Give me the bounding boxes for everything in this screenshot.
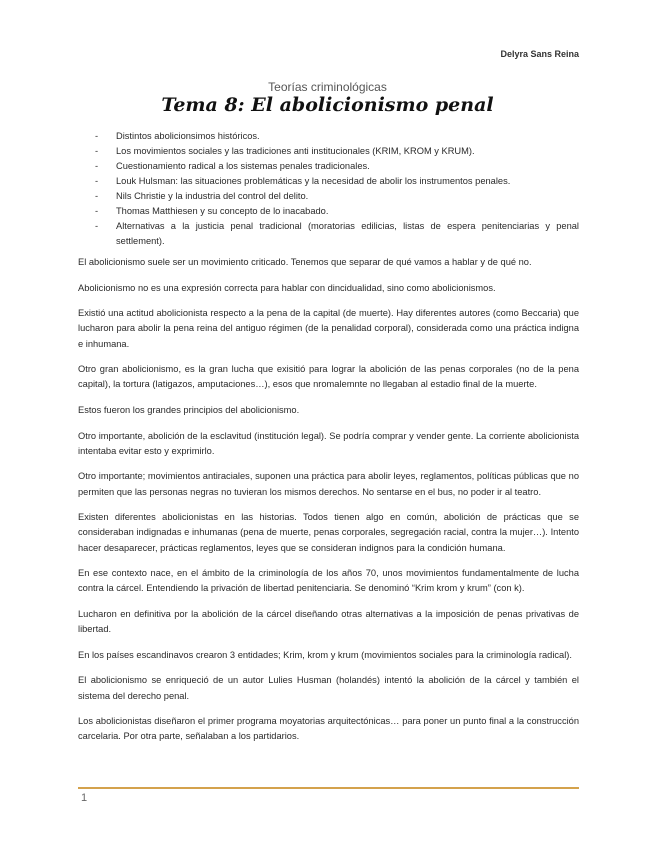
body-paragraph: Lucharon en definitiva por la abolición de la cárcel diseñando otras alternativas a la imposición de penas privativas de libertad. [78,608,579,635]
dash-bullet: - [95,176,99,186]
body-paragraph: El abolicionismo se enriqueció de un autor Lulies Husman (holandés) intentó la abolición de la cárcel y también el sistema del derecho penal. [78,675,579,701]
body-paragraph: El abolicionismo suele ser un movimiento criticado. Tenemos que separar de qué vamos a hablar y de qué no. [78,257,532,267]
course-subtitle: Teorías criminológicas [268,80,387,94]
outline-item: - Distintos abolicionsimos históricos. [95,129,579,144]
body-paragraph: Existen diferentes abolicionistas en las historias. Todos tienen algo en común, abolición de prácticas que se consideraban indignadas e inhumanas (pena de muerte, penas corporales, segregación racial, contra la mujer…). Intento hacer desaparecer, prácticas reglamentos, leyes que se consideran indignos para la condición humana. [78,512,579,553]
body-paragraph: Estos fueron los grandes principios del abolicionismo. [78,404,300,415]
dash-bullet: - [95,146,99,156]
body-paragraph: Otro importante; movimientos antiraciales, suponen una práctica para abolir leyes, reglamentos, políticas públicas que no permiten que las personas negras no tuvieran los mismos derechos. No sentarse en el bus, no poder ir al teatro. [78,471,579,497]
outline-item: - Nils Christie y la industria del control del delito. [95,189,579,204]
body-paragraph: En ese contexto nace, en el ámbito de la criminología de los años 70, unos movimientos fundamentalmente de lucha contra la cárcel. Entendiendo la privación de libertad penitenciaria. Se denominó “Krim krom y krum” (con k). [78,568,579,594]
document-body [78,255,579,755]
outline-item: - Cuestionamiento radical a los sistemas penales tradicionales. [95,159,579,174]
dash-bullet: - [95,221,99,231]
body-paragraph: Existió una actitud abolicionista respecto a la pena de la capital (de muerte). Hay diferentes autores (como Beccaria) que lucharon para abolir la pena reina del antiguo régimen (de la penalidad corporal), considerada como una práctica indigna e inhumana. [78,308,579,349]
topic-outline [95,129,579,249]
body-paragraph: En los países escandinavos crearon 3 entidades; Krim, krom y krum (movimientos sociales para la criminología radical). [78,649,572,660]
page-title: Tema 8: El abolicionismo penal [161,94,494,116]
outline-item: - Los movimientos sociales y las tradiciones anti institucionales (KRIM, KROM y KRUM). [95,144,579,159]
dash-bullet: - [95,131,99,141]
outline-item: - Thomas Matthiesen y su concepto de lo inacabado. [95,204,579,219]
dash-bullet: - [95,206,99,216]
author-name: Delyra Sans Reina [500,49,579,59]
footer-rule [78,787,579,789]
body-paragraph: Otro importante, abolición de la esclavitud (institución legal). Se podría comprar y vender gente. La corriente abolicionista intentaba evitar esto y exprimirlo. [78,430,579,456]
outline-item: - Louk Hulsman: las situaciones problemáticas y la necesidad de abolir los instrumentos penales. [95,174,579,189]
body-paragraph: Otro gran abolicionismo, es la gran lucha que exisitió para lograr la abolición de las penas corporales (no de la pena capital), la tortura (latigazos, amputaciones…), esos que nromalemnte no llegaban al estadio final de la muerte. [78,364,579,390]
body-paragraph: Los abolicionistas diseñaron el primer programa moyatorias arquitectónicas… para poner un punto final a la construcción carcelaria. Por otra parte, señalaban a los partidarios. [78,716,579,742]
dash-bullet: - [95,161,99,171]
outline-item: - Alternativas a la justicia penal tradicional (moratorias edilicias, listas de espera penitenciarias y penal settlement). [95,221,579,246]
body-paragraph: Abolicionismo no es una expresión correcta para hablar con dincidualidad, sino como abolicionismos. [78,282,496,293]
dash-bullet: - [95,191,99,201]
page-number: 1 [81,792,88,804]
